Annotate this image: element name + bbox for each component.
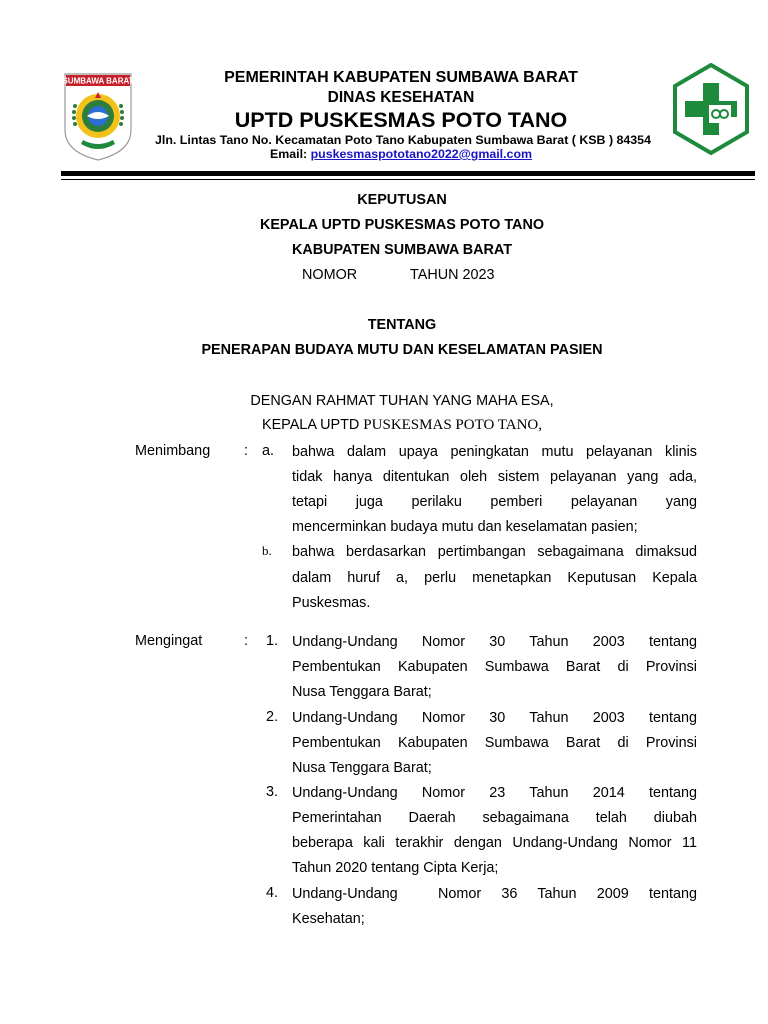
menimbang-colon: : [244,443,248,459]
puskesmas-logo [673,63,749,155]
menimbang-item-b-line: bahwa berdasarkan pertimbangan sebagaimana dimaksud [292,544,697,560]
department-name: DINAS KESEHATAN [327,89,475,106]
mengingat-item-3-line: Undang-Undang Nomor 23 Tahun 2014 tentang [292,785,697,801]
mengingat-marker-3: 3. [265,784,278,800]
header-rule-thin [61,179,755,180]
menimbang-item-a-line: bahwa dalam upaya peningkatan mutu pelayanan klinis [292,444,697,460]
rahmat-line: DENGAN RAHMAT TUHAN YANG MAHA ESA, [250,393,554,409]
mengingat-marker-2: 2. [265,709,278,725]
mengingat-item-1-line: Pembentukan Kabupaten Sumbawa Barat di Provinsi [292,659,697,675]
mengingat-marker-1: 1. [265,633,278,649]
menimbang-item-b-line: Puskesmas. [292,595,371,611]
decree-year: TAHUN 2023 [410,267,495,283]
mengingat-item-2-line: Pembentukan Kabupaten Sumbawa Barat di Provinsi [292,735,697,751]
tentang-heading: TENTANG [367,317,437,333]
mengingat-item-1-line: Nusa Tenggara Barat; [292,684,432,700]
mengingat-item-3-line: Pemerintahan Daerah sebagaimana telah diubah [292,810,697,826]
decree-issuer: KEPALA UPTD PUSKESMAS POTO TANO [259,217,545,233]
menimbang-item-a-line: tidak hanya ditentukan oleh sistem pelayanan yang ada, [292,469,697,485]
mengingat-label: Mengingat [135,633,203,649]
government-name: PEMERINTAH KABUPATEN SUMBAWA BARAT [224,69,578,86]
svg-text:SUMBAWA BARAT: SUMBAWA BARAT [63,76,133,86]
decree-subject: PENERAPAN BUDAYA MUTU DAN KESELAMATAN PASIEN [201,342,603,358]
menimbang-item-a-line: tetapi juga perilaku pemberi pelayanan yang [292,494,697,510]
email-label: Email: [269,147,311,161]
address-line: Jln. Lintas Tano No. Kecamatan Poto Tano Kabupaten Sumbawa Barat ( KSB ) 84354 [155,133,651,147]
mengingat-item-3-line: beberapa kali terakhir dengan Undang-Undang Nomor 11 [292,835,697,851]
mengingat-colon: : [244,633,248,649]
menimbang-item-b-line: dalam huruf a, perlu menetapkan Keputusan Kepala [292,570,697,586]
menimbang-item-a-line: mencerminkan budaya mutu dan keselamatan pasien; [292,519,638,535]
mengingat-marker-4: 4. [265,885,278,901]
mengingat-item-4-line: Kesehatan; [292,911,365,927]
menimbang-label: Menimbang [135,443,211,459]
mengingat-item-4-line: Undang-Undang Nomor 36 Tahun 2009 tentang [292,886,697,902]
menimbang-marker-b: b. [262,543,272,558]
decree-region: KABUPATEN SUMBAWA BARAT [291,242,513,258]
mengingat-item-3-line: Tahun 2020 tentang Cipta Kerja; [292,860,499,876]
mengingat-item-1-line: Undang-Undang Nomor 30 Tahun 2003 tentang [292,634,697,650]
kepala-line [61,417,743,434]
menimbang-marker-a: a. [262,443,275,459]
decree-number: NOMOR [302,267,358,283]
sumbawa-barat-logo [63,72,133,162]
mengingat-item-2-line: Nusa Tenggara Barat; [292,760,432,776]
kepala-prefix: KEPALA UPTD [261,417,364,433]
email-line [140,147,662,161]
decree-title: KEPUTUSAN [357,192,447,208]
mengingat-item-2-line: Undang-Undang Nomor 30 Tahun 2003 tentang [292,710,697,726]
kepala-name: PUSKESMAS POTO TANO, [363,417,543,433]
email-link[interactable]: puskesmaspototano2022@gmail.com [310,147,533,161]
institution-name: UPTD PUSKESMAS POTO TANO [234,108,568,132]
header-rule-thick [61,171,755,176]
